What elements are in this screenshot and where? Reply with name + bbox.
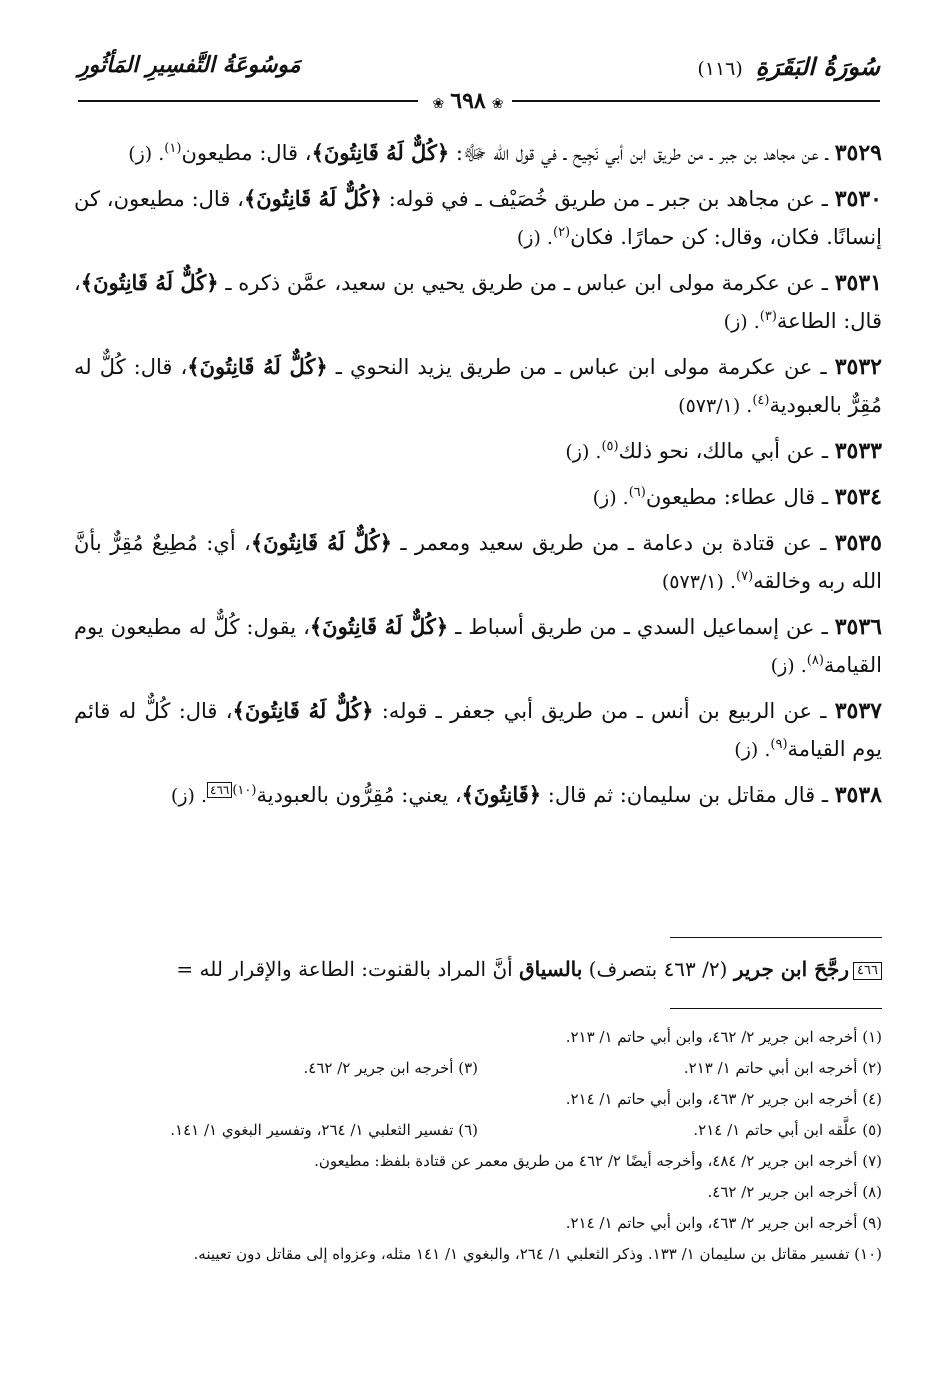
entry-reference: . (ز) [592,487,629,509]
commentary-method: بالسياق [519,957,583,981]
entry-number: ٣٥٣٥ [834,530,882,556]
entry-3537 [74,692,882,769]
footnote-marker[interactable]: (١) [164,141,182,156]
footnote-marker[interactable]: (٢) [552,225,571,240]
entry-narration: ـ عن مجاهد بن جبر ـ من طريق ابن أبي نَجِيح ـ في قول الله ﷻ: [449,141,829,165]
entry-number: ٣٥٣٨ [834,782,882,808]
header-rule-left [78,100,418,102]
footnote-marker[interactable]: (٤) [752,393,770,408]
quran-quote: ﴿كُلٌّ لَهُ قَانِتُونَ﴾ [187,354,328,379]
quran-quote: ﴿كُلٌّ لَهُ قَانِتُونَ﴾ [243,186,382,211]
entry-reference: . (٥٧٣/١) [661,571,737,593]
entry-narration: ـ عن قتادة بن دعامة ـ من طريق سعيد ومعمر ـ [391,531,827,555]
entry-text: ، يعني: مُقِرُّون بالعبودية [256,783,462,807]
commentary-rest: أنَّ المراد بالقنوت: الطاعة والإقرار لله = [176,957,520,981]
quran-quote: ﴿كُلٌّ لَهُ قَانِتُونَ﴾ [80,270,219,295]
entry-text: ، قال: الطاعة [74,271,882,333]
entry-number: ٣٥٣٧ [834,698,882,724]
ornament-icon: ❀ [432,96,445,112]
commentary-note [30,952,882,986]
footnote-marker[interactable]: (٥) [601,439,619,454]
footnote-row [74,1115,882,1146]
running-header [78,52,880,92]
entry-3535 [74,524,882,601]
footnote-3: (٣) أخرجه ابن جرير ٢/ ٤٦٢. [303,1059,478,1077]
footnote-marker[interactable]: (٧) [736,569,754,584]
page-number [418,88,518,114]
entry-3530 [74,180,882,257]
entry-text: ، قال: مطيعون، كن إنسانًا. فكان، وقال: كن حمارًا. فكان [74,187,882,249]
entry-narration: ـ عن أبي مالك، نحو ذلك [618,439,829,463]
footnotes [74,1022,882,1270]
entry-text: ، أي: مُطِيعٌ مُقِرٌّ بأنَّ الله ربه وخالقه [74,531,882,593]
entry-text: ، قال: مطيعون [181,141,312,165]
entry-narration: ـ عن الربيع بن أنس ـ من طريق أبي جعفر ـ قوله: [373,699,827,723]
entry-narration: ـ عن مجاهد بن جبر ـ من طريق خُصَيْف ـ في قوله: [381,187,828,211]
entry-reference: . (ز) [170,785,207,807]
entry-reference: . (ز) [770,655,807,677]
entry-number: ٣٥٣١ [834,270,882,296]
commentary-cite: (٢/ ٤٦٣ بتصرف) [582,957,734,981]
entry-narration: ـ عن عكرمة مولى ابن عباس ـ من طريق يزيد النحوي ـ [327,355,827,379]
entry-text: ، يقول: كُلٌّ له مطيعون يوم القيامة [74,615,882,677]
entry-number: ٣٥٣٠ [834,186,882,212]
footnote-marker[interactable]: (٦) [628,485,646,500]
entry-3536 [74,608,882,685]
entry-number: ٣٥٣٦ [834,614,882,640]
footnote-10: (١٠) تفسير مقاتل بن سليمان ١/ ١٣٣. وذكر الثعلبي ١/ ٢٦٤، والبغوي ١/ ١٤١ مثله، وعزواه إلى مقاتل دون تعيينه. [193,1245,882,1263]
book-title: مَوسُوعَةُ التَّفسِيرِ المَأثُورِ [78,52,301,78]
entry-3533 [74,432,882,471]
main-text [74,134,882,822]
commentary-separator [670,937,882,938]
entry-reference: . (٥٧٣/١) [678,395,753,417]
footnote-8: (٨) أخرجه ابن جرير ٢/ ٤٦٢. [707,1183,882,1201]
entry-reference: . (ز) [723,311,760,333]
entry-narration: ـ عن عكرمة مولى ابن عباس ـ من طريق يحيي بن سعيد، عمَّن ذكره ـ [218,271,828,295]
footnote-marker[interactable]: (٨) [806,653,824,668]
entry-reference: . (ز) [128,143,165,165]
footnote-6: (٦) تفسير الثعلبي ١/ ٢٦٤، وتفسير البغوي ١/ ١٤١. [170,1121,478,1139]
entry-reference: . (ز) [516,227,553,249]
entry-number: ٣٥٣٤ [834,484,882,510]
entry-3531 [74,264,882,341]
footnote-9: (٩) أخرجه ابن جرير ٢/ ٤٦٣، وابن أبي حاتم ١/ ٢١٤. [565,1214,882,1232]
entry-3534 [74,478,882,517]
footnote-1: (١) أخرجه ابن جرير ٢/ ٤٦٢، وابن أبي حاتم ١/ ٢١٣. [565,1028,882,1046]
commentary-number: ٤٦٦ [853,962,882,980]
ayah-number: (١١٦) [697,58,743,80]
footnote-marker[interactable]: (١٠) [232,783,257,798]
entry-3538 [74,776,882,815]
footnote-5: (٥) علَّقه ابن أبي حاتم ١/ ٢١٤. [693,1121,882,1139]
entry-narration: ـ عن إسماعيل السدي ـ من طريق أسباط ـ [448,615,828,639]
footnote-2: (٢) أخرجه ابن أبي حاتم ١/ ٢١٣. [683,1059,882,1077]
quran-quote: ﴿كُلٌّ لَهُ قَانِتُونَ﴾ [309,614,449,639]
entry-reference: . (ز) [565,441,602,463]
footnote-separator [670,1008,882,1009]
entry-narration: ـ قال عطاء: مطيعون [645,485,829,509]
quran-quote: ﴿قَانِتُونَ﴾ [461,782,542,807]
quran-quote: ﴿كُلٌّ لَهُ قَانِتُونَ﴾ [311,140,450,165]
entry-number: ٣٥٣٢ [834,354,882,380]
entry-number: ٣٥٢٩ [834,140,882,166]
entry-text: ، قال: كُلٌّ له مُقِرٌّ بالعبودية [74,355,882,417]
page-number-value: ٦٩٨ [450,88,486,114]
commentary-marker[interactable]: ٤٦٦ [207,782,232,798]
quran-quote: ﴿كُلٌّ لَهُ قَانِتُونَ﴾ [250,530,392,555]
ornament-icon: ❀ [491,96,504,112]
quran-quote: ﴿كُلٌّ لَهُ قَانِتُونَ﴾ [232,698,374,723]
header-rule-right [512,100,880,102]
surah-header [697,52,880,81]
entry-3529 [74,134,882,173]
entry-reference: . (ز) [734,739,771,761]
entry-text: ، قال: كُلٌّ له قائم يوم القيامة [74,699,882,761]
footnote-marker[interactable]: (٣) [759,309,777,324]
commentary-lead: رجَّحَ ابن جرير [733,957,850,981]
footnote-4: (٤) أخرجه ابن جرير ٢/ ٤٦٣، وابن أبي حاتم ١/ ٢١٤. [565,1090,882,1108]
entry-narration: ـ قال مقاتل بن سليمان: ثم قال: [541,783,829,807]
footnote-marker[interactable]: (٩) [770,737,788,752]
surah-name: سُورَةُ البَقَرَةِ [755,52,880,81]
entry-number: ٣٥٣٣ [834,438,882,464]
footnote-7: (٧) أخرجه ابن جرير ٢/ ٤٨٤، وأخرجه أيضًا ٢/ ٤٦٢ من طريق معمر عن قتادة بلفظ: مطيعون. [314,1152,882,1170]
entry-3532 [74,348,882,425]
footnote-row [74,1053,882,1084]
